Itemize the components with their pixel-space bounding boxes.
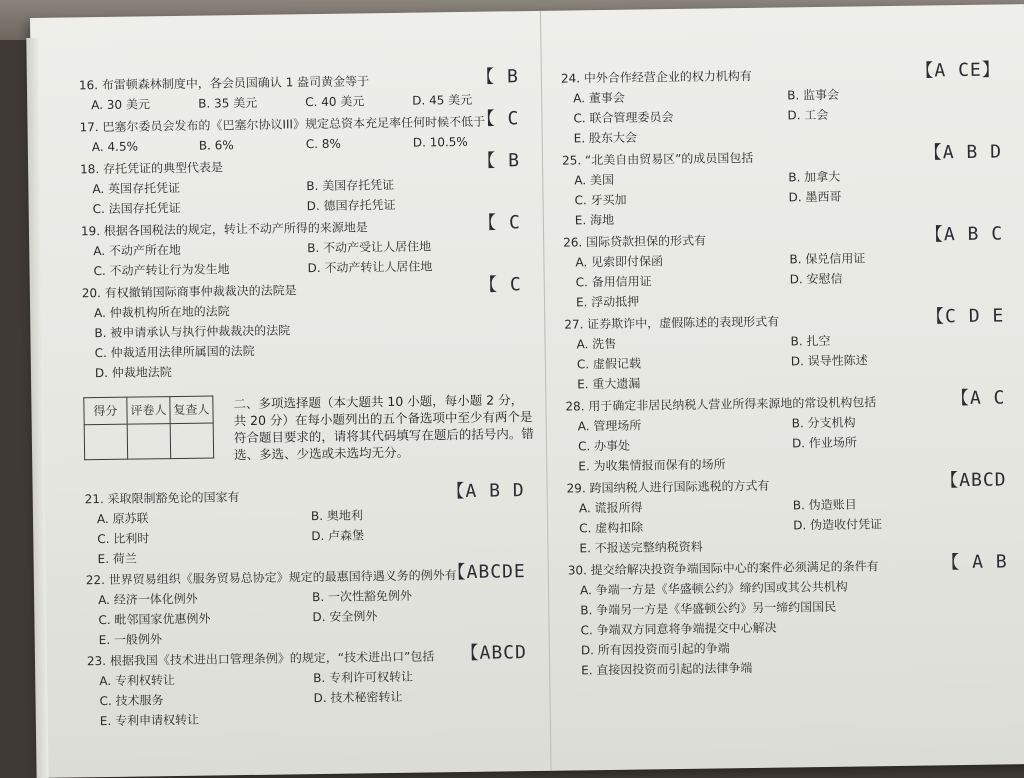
answer-option: B. 分支机构 xyxy=(791,415,856,431)
answer-option: B. 美国存托凭证 xyxy=(306,177,395,194)
option-list xyxy=(574,164,1003,230)
answer-option: A. 见索即付保函 xyxy=(575,254,664,270)
answer-option: E. 重大遗漏 xyxy=(577,376,641,392)
answer-option: A. 美国 xyxy=(574,172,615,188)
question-item xyxy=(84,480,526,569)
handwritten-answer: 【A C xyxy=(950,387,1006,410)
score-header-grader: 评卷人 xyxy=(127,397,170,425)
answer-option: C. 虚假记载 xyxy=(576,356,641,372)
right-column xyxy=(560,59,1010,682)
answer-option: D. 45 美元 xyxy=(412,92,473,108)
question-stem: 23. 根据我国《技术进出口管理条例》的规定，“技术进出口”包括 xyxy=(86,649,435,669)
handwritten-answer: 【 B xyxy=(477,150,521,172)
answer-option: D. 安全例外 xyxy=(312,609,378,625)
answer-option: E. 一般例外 xyxy=(98,632,163,648)
answer-option: A. 不动产所在地 xyxy=(93,242,181,259)
question-item xyxy=(561,141,1003,230)
handwritten-answer: 【 A B xyxy=(941,551,1008,574)
section-two-instructions: 二、多项选择题（本大题共 10 小题，每小题 2 分，共 20 分）在每小题列出的五个备选项中至少有两个是符合题目要求的，请将其代码填写在题后的括号内。错选、多选、少选或未选均无分。 xyxy=(233,392,534,463)
option-list xyxy=(97,503,526,569)
answer-option: B. 奥地利 xyxy=(310,508,363,524)
question-stem: 25. “北美自由贸易区”的成员国包括 xyxy=(561,150,754,168)
option-list xyxy=(576,328,1005,394)
answer-option: C. 比利时 xyxy=(97,531,150,547)
answer-option: A. 英国存托凭证 xyxy=(92,180,181,197)
answer-option: E. 直接因投资而引起的法律争端 xyxy=(581,660,753,678)
question-stem: 24. 中外合作经营企业的权力机构有 xyxy=(560,68,752,86)
score-cell-grader xyxy=(127,424,170,460)
answer-option: B. 伪造账目 xyxy=(792,497,857,513)
option-list xyxy=(99,665,528,731)
question-item xyxy=(80,212,522,281)
answer-option: B. 6% xyxy=(198,138,234,153)
multiple-choice-questions-right xyxy=(560,59,1010,680)
score-header-reviewer: 复查人 xyxy=(170,396,213,424)
question-item xyxy=(79,108,520,157)
answer-option: A. 30 美元 xyxy=(91,97,151,113)
question-stem: 29. 跨国纳税人进行国际逃税的方式有 xyxy=(566,478,770,496)
left-column xyxy=(78,66,534,732)
answer-option: D. 伪造收付凭证 xyxy=(793,517,883,533)
answer-option: B. 争端另一方是《华盛顿公约》另一缔约国国民 xyxy=(580,599,837,618)
handwritten-answer: 【A B D xyxy=(446,480,525,503)
answer-option: E. 浮动抵押 xyxy=(575,294,640,310)
question-stem: 22. 世界贸易组织《服务贸易总协定》规定的最惠国待遇义务的例外有 xyxy=(85,568,457,588)
handwritten-answer: 【 B xyxy=(476,66,520,88)
question-stem: 21. 采取限制豁免论的国家有 xyxy=(84,490,240,507)
question-item xyxy=(80,150,521,219)
answer-option: A. 管理场所 xyxy=(577,418,642,434)
answer-option: B. 被申请承认与执行仲裁裁决的法院 xyxy=(94,323,291,341)
handwritten-answer: 【 C xyxy=(478,274,522,296)
question-stem: 20. 有权撤销国际商事仲裁裁决的法院是 xyxy=(81,283,297,301)
answer-option: E. 股东大会 xyxy=(573,130,638,146)
answer-option: D. 技术秘密转让 xyxy=(313,689,403,706)
answer-option: D. 安慰信 xyxy=(789,271,843,287)
handwritten-answer: 【A B D xyxy=(923,141,1003,164)
answer-option: B. 35 美元 xyxy=(198,95,258,111)
exam-paper xyxy=(30,4,1024,778)
answer-option: C. 牙买加 xyxy=(574,192,627,208)
answer-option: D. 误导性陈述 xyxy=(790,353,868,369)
option-list xyxy=(92,173,521,219)
option-list xyxy=(573,82,1002,148)
answer-option: C. 联合管理委员会 xyxy=(573,110,674,126)
answer-option: C. 仲裁适用法律所属国的法院 xyxy=(94,343,255,361)
option-list xyxy=(93,235,522,281)
answer-option: C. 备用信用证 xyxy=(575,274,652,290)
option-list xyxy=(575,246,1004,312)
question-stem: 26. 国际贷款担保的形式有 xyxy=(563,233,707,250)
answer-option: E. 不报送完整纳税资料 xyxy=(579,539,703,556)
option-list xyxy=(579,492,1008,558)
question-item xyxy=(78,66,520,115)
answer-option: E. 专利申请权转让 xyxy=(99,712,200,729)
handwritten-answer: 【A CE】 xyxy=(915,59,1001,82)
answer-option: B. 扎空 xyxy=(790,333,831,349)
answer-option: D. 仲裁地法院 xyxy=(94,365,172,381)
option-list xyxy=(580,574,1009,680)
answer-option: D. 所有因投资而引起的争端 xyxy=(580,641,730,658)
column-divider xyxy=(540,11,552,771)
answer-option: B. 不动产受让人居住地 xyxy=(307,239,432,256)
question-item xyxy=(563,223,1004,312)
answer-option: C. 虚构扣除 xyxy=(579,520,644,536)
answer-option: A. 原苏联 xyxy=(96,511,149,527)
question-item xyxy=(566,469,1007,558)
handwritten-answer: 【ABCD xyxy=(940,469,1007,492)
handwritten-answer: 【 C xyxy=(478,212,522,234)
answer-option: A. 争端一方是《华盛顿公约》缔约国或其公共机构 xyxy=(579,579,848,598)
answer-option: C. 40 美元 xyxy=(305,94,365,110)
question-item xyxy=(85,561,527,650)
answer-option: C. 法国存托凭证 xyxy=(92,200,181,217)
question-item xyxy=(564,305,1005,394)
answer-option: C. 争端双方同意将争端提交中心解决 xyxy=(580,620,777,638)
answer-option: C. 8% xyxy=(305,136,341,152)
handwritten-answer: 【C D E xyxy=(925,305,1005,328)
answer-option: B. 保兑信用证 xyxy=(789,251,866,267)
answer-option: A. 4.5% xyxy=(91,139,139,155)
question-stem: 28. 用于确定非居民纳税人营业所得来源地的常设机构包括 xyxy=(565,395,877,414)
score-table xyxy=(83,395,214,460)
question-stem: 30. 提交给解决投资争端国际中心的案件必须满足的条件有 xyxy=(567,559,879,578)
handwritten-answer: 【ABCD xyxy=(460,642,528,665)
question-stem: 18. 存托凭证的典型代表是 xyxy=(80,160,224,177)
single-choice-questions xyxy=(78,66,523,383)
score-cell-score xyxy=(84,424,127,460)
option-list xyxy=(578,410,1007,476)
answer-option: C. 技术服务 xyxy=(99,693,164,709)
answer-option: A. 仲裁机构所在地的法院 xyxy=(94,304,230,321)
answer-option: D. 10.5% xyxy=(412,134,468,150)
question-stem: 17. 巴塞尔委员会发布的《巴塞尔协议III》规定总资本充足率任何时候不低于 xyxy=(79,114,486,135)
answer-option: D. 作业场所 xyxy=(791,435,857,451)
question-item xyxy=(86,642,528,731)
paper-fold-edge xyxy=(26,38,48,778)
option-list xyxy=(94,297,523,383)
question-item xyxy=(567,551,1010,680)
answer-option: B. 加拿大 xyxy=(788,169,841,185)
handwritten-answer: 【ABCDE xyxy=(447,561,526,584)
score-cell-reviewer xyxy=(170,423,213,459)
answer-option: E. 荷兰 xyxy=(97,551,137,567)
question-item xyxy=(81,274,523,383)
option-list xyxy=(98,584,527,650)
handwritten-answer: 【A B C xyxy=(924,223,1004,246)
answer-option: D. 卢森堡 xyxy=(311,528,365,544)
answer-option: B. 监事会 xyxy=(787,87,840,103)
section-two-header xyxy=(83,391,534,485)
answer-option: B. 一次性豁免例外 xyxy=(312,588,413,605)
answer-option: A. 专利权转让 xyxy=(99,673,175,689)
answer-option: A. 董事会 xyxy=(573,90,625,106)
answer-option: C. 办事处 xyxy=(577,438,631,454)
answer-option: D. 工会 xyxy=(787,107,829,123)
answer-option: A. 谎报所得 xyxy=(578,500,643,516)
score-header-score: 得分 xyxy=(84,397,127,425)
answer-option: C. 毗邻国家优惠例外 xyxy=(98,611,211,628)
answer-option: A. 经济一体化例外 xyxy=(98,591,198,608)
answer-option: E. 为收集情报而保有的场所 xyxy=(578,457,726,474)
handwritten-answer: 【 C xyxy=(476,108,520,130)
answer-option: D. 不动产转让人居住地 xyxy=(307,259,433,276)
question-stem: 16. 布雷顿森林制度中，各会员国确认 1 盎司黄金等于 xyxy=(78,74,370,93)
question-item xyxy=(560,59,1002,148)
answer-option: E. 海地 xyxy=(574,212,615,228)
answer-option: B. 专利许可权转让 xyxy=(313,669,414,686)
answer-option: D. 墨西哥 xyxy=(788,189,842,205)
answer-option: D. 德国存托凭证 xyxy=(306,197,396,214)
question-item xyxy=(565,387,1006,476)
answer-option: A. 洗售 xyxy=(576,336,617,352)
answer-option: C. 不动产转让行为发生地 xyxy=(93,262,230,279)
question-stem: 27. 证券欺诈中，虚假陈述的表现形式有 xyxy=(564,314,780,332)
question-stem: 19. 根据各国税法的规定，转让不动产所得的来源地是 xyxy=(80,220,368,239)
multiple-choice-questions-left xyxy=(84,480,528,731)
